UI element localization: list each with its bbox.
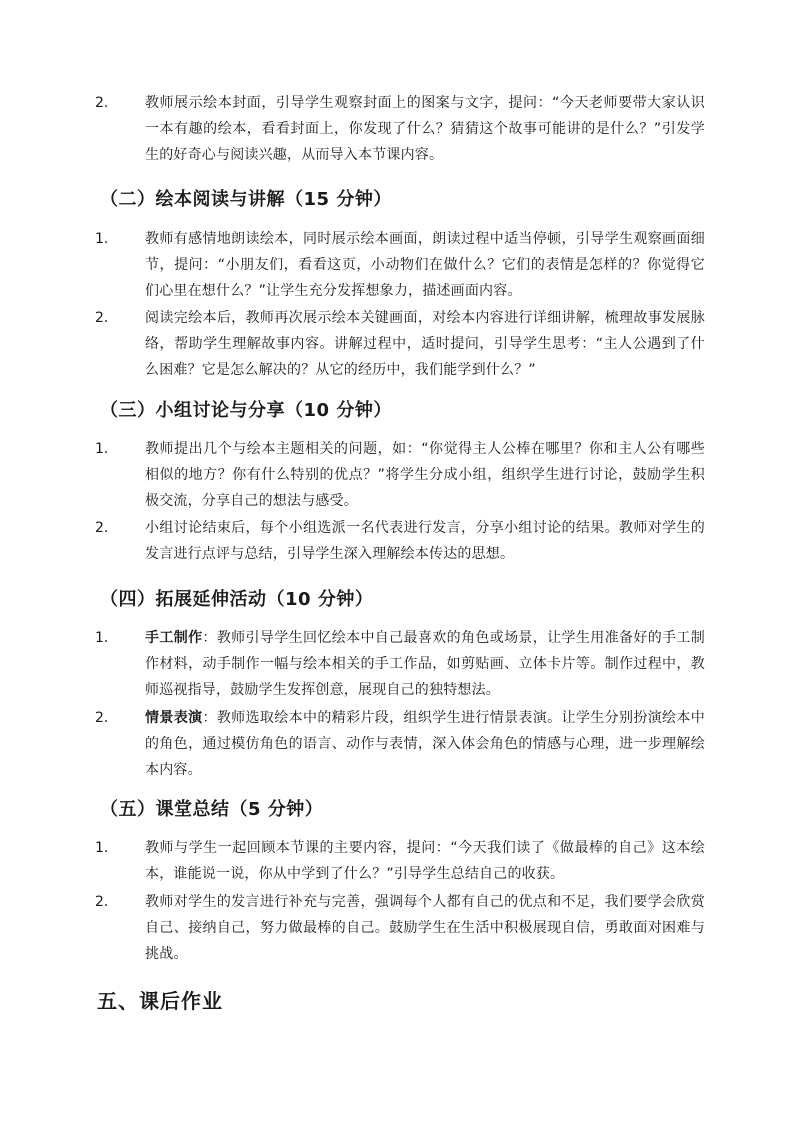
item-label: 情景表演	[145, 710, 203, 726]
list-number: 2.	[95, 710, 109, 726]
list-number: 1.	[95, 630, 109, 646]
list-item	[95, 436, 705, 514]
list-item	[95, 625, 705, 703]
list-text	[145, 705, 705, 783]
item-description: ：教师选取绘本中的精彩片段，组织学生进行情景表演。让学生分别扮演绘本中的角色，通过模仿角色的语言、动作与表情，深入体会角色的情感与心理，进一步理解绘本内容。	[145, 710, 705, 778]
item-description: ：教师引导学生回忆绘本中自己最喜欢的角色或场景，让学生用准备好的手工制作材料，动手制作一幅与绘本相关的手工作品，如剪贴画、立体卡片等。制作过程中，教师巡视指导，鼓励学生发挥创意，展现自己的独特想法。	[145, 630, 705, 698]
list-item	[95, 226, 705, 304]
section-heading: （三）小组讨论与分享（10 分钟）	[100, 400, 392, 421]
list-number: 1.	[95, 840, 109, 856]
list-item	[95, 515, 705, 567]
section-heading: （五）课堂总结（5 分钟）	[100, 799, 324, 820]
list-number: 2.	[95, 310, 109, 326]
list-text: 教师提出几个与绘本主题相关的问题，如：“你觉得主人公棒在哪里？你和主人公有哪些相似的地方？你有什么特别的优点？”将学生分成小组，组织学生进行讨论，鼓励学生积极交流，分享自己的想法与感受。	[145, 441, 705, 509]
list-text: 教师对学生的发言进行补充与完善，强调每个人都有自己的优点和不足，我们要学会欣赏自己、接纳自己，努力做最棒的自己。鼓励学生在生活中积极展现自信，勇敢面对困难与挑战。	[145, 894, 705, 962]
list-text: 教师有感情地朗读绘本，同时展示绘本画面，朗读过程中适当停顿，引导学生观察画面细节，提问：“小朋友们，看看这页，小动物们在做什么？它们的表情是怎样的？你觉得它们心里在想什么？”让学生充分发挥想象力，描述画面内容。	[145, 231, 705, 299]
list-item	[95, 835, 705, 887]
list-number: 2.	[95, 95, 109, 111]
list-text	[145, 625, 705, 703]
section-heading: （四）拓展延伸活动（10 分钟）	[100, 589, 374, 610]
list-item	[95, 705, 705, 783]
list-item	[95, 90, 705, 168]
list-text: 教师展示绘本封面，引导学生观察封面上的图案与文字，提问：“今天老师要带大家认识一本有趣的绘本，看看封面上，你发现了什么？猜猜这个故事可能讲的是什么？”引发学生的好奇心与阅读兴趣，从而导入本节课内容。	[145, 95, 705, 163]
list-number: 1.	[95, 441, 109, 457]
list-number: 2.	[95, 894, 109, 910]
list-number: 1.	[95, 231, 109, 247]
chapter-heading: 五、课后作业	[97, 989, 223, 1013]
list-text: 小组讨论结束后，每个小组选派一名代表进行发言，分享小组讨论的结果。教师对学生的发言进行点评与总结，引导学生深入理解绘本传达的思想。	[145, 520, 705, 562]
list-text: 教师与学生一起回顾本节课的主要内容，提问：“今天我们读了《做最棒的自己》这本绘本，谁能说一说，你从中学到了什么？”引导学生总结自己的收获。	[145, 840, 705, 882]
list-text: 阅读完绘本后，教师再次展示绘本关键画面，对绘本内容进行详细讲解，梳理故事发展脉络，帮助学生理解故事内容。讲解过程中，适时提问，引导学生思考：“主人公遇到了什么困难？它是怎么解决的？从它的经历中，我们能学到什么？”	[145, 310, 705, 378]
list-item	[95, 889, 705, 967]
item-label: 手工制作	[145, 630, 203, 646]
list-number: 2.	[95, 520, 109, 536]
section-heading: （二）绘本阅读与讲解（15 分钟）	[100, 189, 392, 210]
list-item	[95, 305, 705, 383]
